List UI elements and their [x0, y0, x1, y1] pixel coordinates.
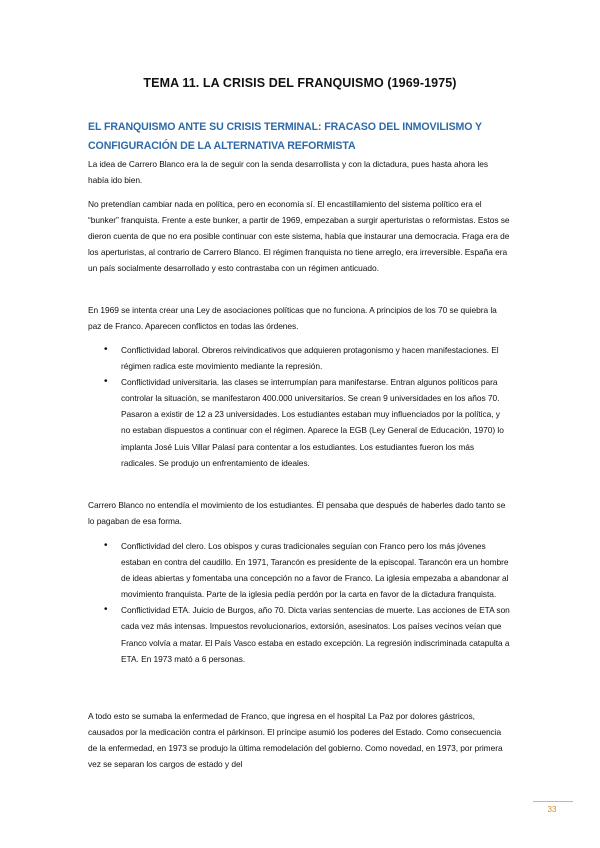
list-item [88, 538, 510, 602]
paragraph-ley-asociaciones: En 1969 se intenta crear una Ley de asociaciones políticas que no funciona. A principios de los 70 se quiebra la paz de Franco. Aparecen conflictos en todas las órdenes. [88, 305, 497, 332]
bullet-text: Conflictividad del clero. Los obispos y curas tradicionales seguían con Franco pero los más jóvenes estaban en contra del caudillo. En 1971, Tarancón es presidente de la episcopal. Tarancón era un hombre de ideas abiertas y fomentaba una concepción no a favor de Franco. La iglesia empezaba a abandonar al movimiento franquista. Parte de la iglesia pedía perdón por la carta en favor de la dictadura franquista. [121, 541, 509, 600]
paragraph-carrero-students: Carrero Blanco no entendía el movimiento de los estudiantes. Él pensaba que después de haberles dado tanto se lo pagaban de esa forma. [88, 500, 506, 527]
bullet-list-conflicts-b [88, 538, 510, 667]
bullet-icon: • [104, 344, 108, 355]
bullet-text: Conflictividad universitaria. las clases se interrumpían para manifestarse. Entran algunos políticos para controlar la situación, se manifestaron 400.000 universitarios. Se crean 9 universidades en los años 70. Pasaron a existir de 12 a 23 universidades. Los estudiantes estaban muy influenciados por la política, y no estaban dispuestos a continuar con el régimen. Aparece la EGB (Ley General de Educación, 1970) lo implanta José Luis Villar Palasí para contentar a los estudiantes. Los estudiantes fueron los más radicales. Se produjo un enfrentamiento de ideales. [121, 377, 504, 468]
paragraph-bunker: No pretendían cambiar nada en política, pero en economía sí. El encastillamiento del sistema político era el “bunker” franquista. Frente a este bunker, a partir de 1969, empezaban a surgir aperturistas o reformistas. Estos se dieron cuenta de que no era posible continuar con este sistema, había que instaurar una democracia. Fraga era de los aperturistas, al contrario de Carrero Blanco. El régimen franquista no tiene arreglo, era irreversible. España era un país socialmente desarrollado y esto contrastaba con un régimen anticuado. [88, 199, 510, 274]
section-heading: EL FRANQUISMO ANTE SU CRISIS TERMINAL: FRACASO DEL INMOVILISMO Y CONFIGURACIÓN DE LA ALTERNATIVA REFORMISTA [88, 121, 482, 152]
paragraph-carrero-idea: La idea de Carrero Blanco era la de seguir con la senda desarrollista y con la dictadura, pues hasta ahora les había ido bien. [88, 159, 489, 186]
list-item [88, 374, 510, 471]
bullet-icon: • [104, 604, 108, 616]
bullet-list-conflicts-a [88, 342, 510, 471]
bullet-text: Conflictividad ETA. Juicio de Burgos, año 70. Dicta varias sentencias de muerte. Las acciones de ETA son cada vez más intensas. Impuestos revolucionarios, extorsión, asesinatos. Los países vecinos veían que Franco volvía a matar. El País Vasco estaba en estado excepción. La regresión indiscriminada catapulta a ETA. En 1973 mató a 6 personas. [121, 605, 510, 664]
page-number: 33 [547, 805, 557, 814]
list-item [88, 342, 510, 374]
list-item [88, 602, 510, 666]
bullet-icon: • [104, 540, 108, 551]
bullet-icon: • [104, 376, 108, 388]
footer-divider [533, 801, 573, 802]
page-title: TEMA 11. LA CRISIS DEL FRANQUISMO (1969-1975) [143, 76, 457, 90]
bullet-text: Conflictividad laboral. Obreros reivindicativos que adquieren protagonismo y hacen manifestaciones. El régimen radica este movimiento mediante la represión. [121, 345, 499, 372]
paragraph-franco-illness: A todo esto se sumaba la enfermedad de Franco, que ingresa en el hospital La Paz por dolores gástricos, causados por la medicación contra el párkinson. El príncipe asumió los poderes del Estado. Como consecuencia de la enfermedad, en 1973 se produjo la última remodelación del gobierno. Como novedad, en 1973, por primera vez se separan los cargos de estado y del [88, 711, 503, 770]
